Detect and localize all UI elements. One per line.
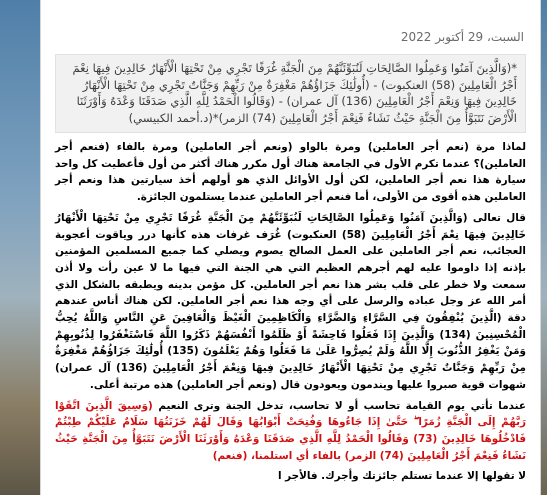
paragraph-3-ending: لا تقولها إلا عندما تستلم جائزتك وأجرك. فالأجر ا <box>277 470 526 483</box>
post-date: السبت، 29 أكتوبر 2022 <box>400 30 524 44</box>
paragraph-3-text: عندما تأتي يوم القيامة تحاسب أو لا تحاسب، تدخل الجنة وترى النعيم <box>152 399 526 412</box>
paragraph-1: لماذا مرة (نعم أجر العاملين) ومرة بالواو (ونعم أجر العاملين) ومرة بالفاء (فنعم أجر العاملين)؟ عندما تكرم الأول في الجامعة هناك أول مكرر هناك أكثر من أول فأعطيت كل واحد سيارة هذا نعم أجر العاملين، لكن أول الأوائل الذي هو أولهم أخذ سيارتين هذا ونعم أجر العاملين هذه أقوى من الأولى، أما فنعم أجر العاملين عندما يستلمون الجائزة. <box>55 141 526 204</box>
paragraph-3 <box>55 398 526 465</box>
paragraph-2: قال تعالى (وَالَّذِينَ آمَنُوا وَعَمِلُوا الصَّالِحَاتِ لَنُبَوِّئَنَّهُمْ مِنَ الْجَنَّةِ غُرَفًا تَجْرِي مِنْ تَحْتِهَا الْأَنْهَارُ خَالِدِينَ فِيهَا نِعْمَ أَجْرُ الْعَامِلِينَ (58) العنكبوت) غُرَف غرفات هذه كأنها درر وياقوت أعجوبة العجائب، نعم أجر العاملين على العمل الصالح يصوم ويصلي كما جميع المسلمين المؤمنين بإذنه إذا داوموا عليه لهم أجرهم العظيم التي هي الجنة التي فيها ما لا عين رأت ولا أذن سمعت ولا خطر على قلب بشر هذا نعم أجر العاملين. كل مؤمن بدينه ويطبقه بالشكل الذي أمر الله عز وجل عباده والرسل على أي وجه هذا نعم أجر العاملين. لكن هناك أناس عندهم دقة (الَّذِينَ يُنْفِقُونَ فِي السَّرَّاءِ وَالضَّرَّاءِ وَالْكَاظِمِينَ الْغَيْظَ وَالْعَافِينَ عَنِ النَّاسِ وَاللَّهُ يُحِبُّ الْمُحْسِنِينَ (134) وَالَّذِينَ إِذَا فَعَلُوا فَاحِشَةً أَوْ ظَلَمُوا أَنْفُسَهُمْ ذَكَرُوا اللَّهَ فَاسْتَغْفَرُوا لِذُنُوبِهِمْ وَمَنْ يَغْفِرُ الذُّنُوبَ إِلَّا اللَّهُ وَلَمْ يُصِرُّوا عَلَىٰ مَا فَعَلُوا وَهُمْ يَعْلَمُونَ (135) أُولَٰئِكَ جَزَاؤُهُمْ مَغْفِرَةٌ مِنْ رَبِّهِمْ وَجَنَّاتٌ تَجْرِي مِنْ تَحْتِهَا الْأَنْهَارُ خَالِدِينَ فِيهَا وَنِعْمَ أَجْرُ الْعَامِلِينَ (136) آل عمران) شهوات قوية صبروا عليها ويندمون ويعودون قال (ونعم أجر العاملين) هذه مرتبة أعلى. <box>55 211 527 391</box>
blog-post <box>40 0 541 495</box>
paragraph-3-quran-verse: (وَسِيقَ الَّذِينَ اتَّقَوْا رَبَّهُمْ إِلَى الْجَنَّةِ زُمَرًا ۖ حَتَّىٰ إِذَا جَاءُوهَا وَفُتِحَتْ أَبْوَابُهَا وَقَالَ لَهُمْ خَزَنَتُهَا سَلَامٌ عَلَيْكُمْ طِبْتُمْ فَادْخُلُوهَا خَالِدِينَ (73) وَقَالُوا الْحَمْدُ لِلَّهِ الَّذِي صَدَقَنَا وَعْدَهُ وَأَوْرَثَنَا الْأَرْضَ نَتَبَوَّأُ مِنَ الْجَنَّةِ حَيْثُ نَشَاءُ فَنِعْمَ أَجْرُ الْعَامِلِينَ (74) الزمر) بالفاء أي استلمنا، (فنعم) <box>55 399 526 462</box>
post-quote-block: *(وَالَّذِينَ آمَنُوا وَعَمِلُوا الصَّالِحَاتِ لَنُبَوِّئَنَّهُمْ مِنَ الْجَنَّةِ غُرَفًا تَجْرِي مِنْ تَحْتِهَا الْأَنْهَارُ خَالِدِينَ فِيهَا نِعْمَ أَجْرُ الْعَامِلِينَ (58) العنكبوت) - (أُولَٰئِكَ جَزَاؤُهُمْ مَغْفِرَةٌ مِنْ رَبِّهِمْ وَجَنَّاتٌ تَجْرِي مِنْ تَحْتِهَا الْأَنْهَارُ خَالِدِينَ فِيهَا وَنِعْمَ أَجْرُ الْعَامِلِينَ (136) آل عمران) - (وَقَالُوا الْحَمْدُ لِلَّهِ الَّذِي صَدَقَنَا وَعْدَهُ وَأَوْرَثَنَا الْأَرْضَ نَتَبَوَّأُ مِنَ الْجَنَّةِ حَيْثُ نَشَاءُ فَنِعْمَ أَجْرُ الْعَامِلِينَ (74) الزمر)*(د.أحمد الكبيسي) <box>55 54 526 133</box>
page-background-right <box>541 0 547 495</box>
page-background-left <box>0 0 40 495</box>
post-body <box>41 133 540 485</box>
